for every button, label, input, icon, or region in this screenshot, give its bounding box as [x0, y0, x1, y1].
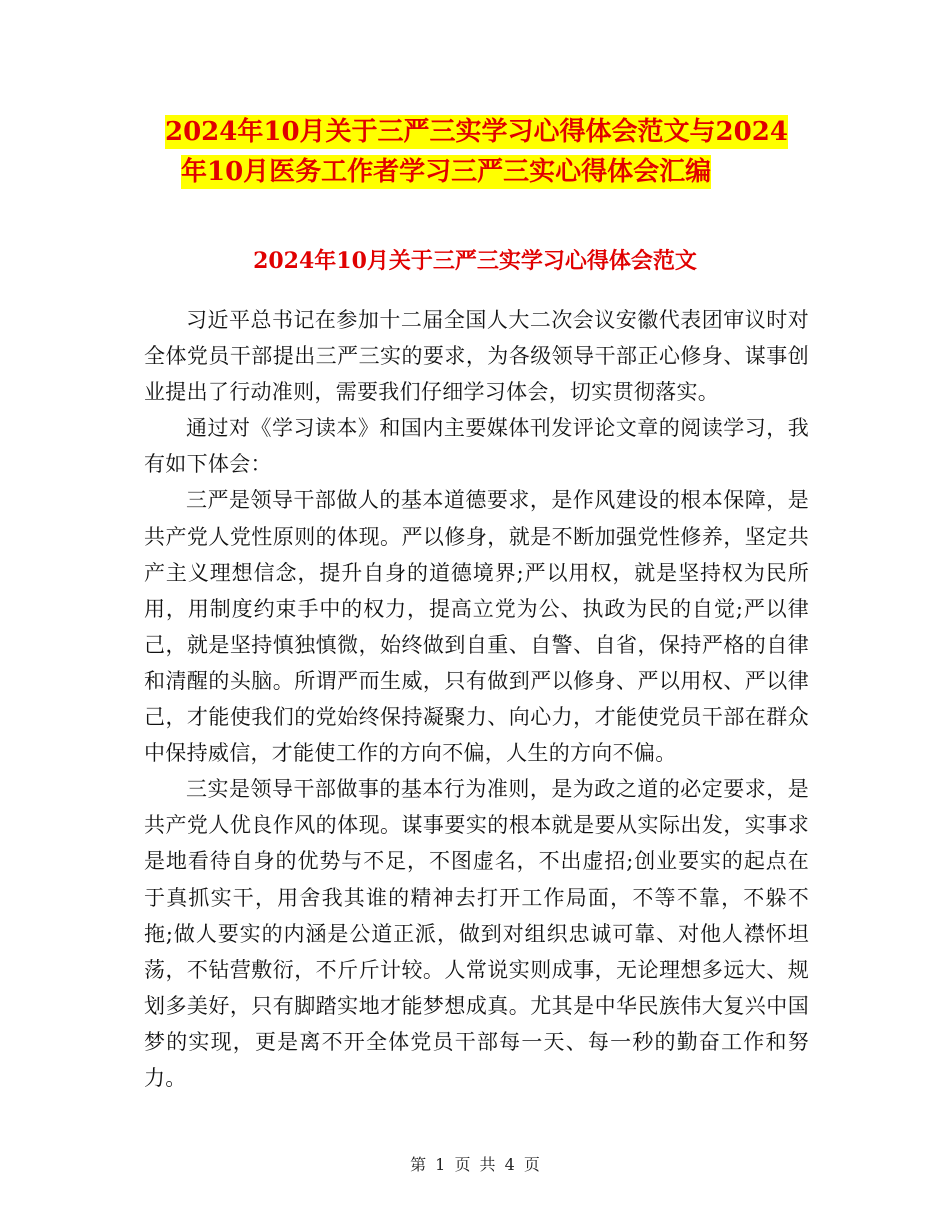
- main-title-line-2: 年10月医务工作者学习三严三实心得体会汇编: [181, 157, 712, 187]
- article-body: [144, 302, 809, 1096]
- paragraph-1: 习近平总书记在参加十二届全国人大二次会议安徽代表团审议时对全体党员干部提出三严三实的要求，为各级领导干部正心修身、谋事创业提出了行动准则，需要我们仔细学习体会，切实贯彻落实。: [144, 308, 809, 405]
- section-title: 2024年10月关于三严三实学习心得体会范文: [253, 248, 697, 274]
- paragraph-3: 三严是领导干部做人的基本道德要求，是作风建设的根本保障，是共产党人党性原则的体现。严以修身，就是不断加强党性修养，坚定共产主义理想信念，提升自身的道德境界;严以用权，就是坚持权为民所用，用制度约束手中的权力，提高立党为公、执政为民的自觉;严以律己，就是坚持慎独慎微，始终做到自重、自警、自省，保持严格的自律和清醒的头脑。所谓严而生威，只有做到严以修身、严以用权、严以律己，才能使我们的党始终保持凝聚力、向心力，才能使党员干部在群众中保持威信，才能使工作的方向不偏，人生的方向不偏。: [144, 488, 809, 766]
- main-title: [165, 112, 845, 192]
- main-title-line-1: 2024年10月关于三严三实学习心得体会范文与2024: [165, 117, 788, 147]
- paragraph-4: 三实是领导干部做事的基本行为准则，是为政之道的必定要求，是共产党人优良作风的体现。谋事要实的根本就是要从实际出发，实事求是地看待自身的优势与不足，不图虚名，不出虚招;创业要实的起点在于真抓实干，用舍我其谁的精神去打开工作局面，不等不靠，不躲不拖;做人要实的内涵是公道正派，做到对组织忠诚可靠、对他人襟怀坦荡，不钻营敷衍，不斤斤计较。人常说实则成事，无论理想多远大、规划多美好，只有脚踏实地才能梦想成真。尤其是中华民族伟大复兴中国梦的实现，更是离不开全体党员干部每一天、每一秒的勤奋工作和努力。: [144, 777, 809, 1090]
- page-footer: 第 1 页 共 4 页: [410, 1155, 540, 1174]
- paragraph-2: 通过对《学习读本》和国内主要媒体刊发评论文章的阅读学习，我有如下体会：: [144, 416, 809, 477]
